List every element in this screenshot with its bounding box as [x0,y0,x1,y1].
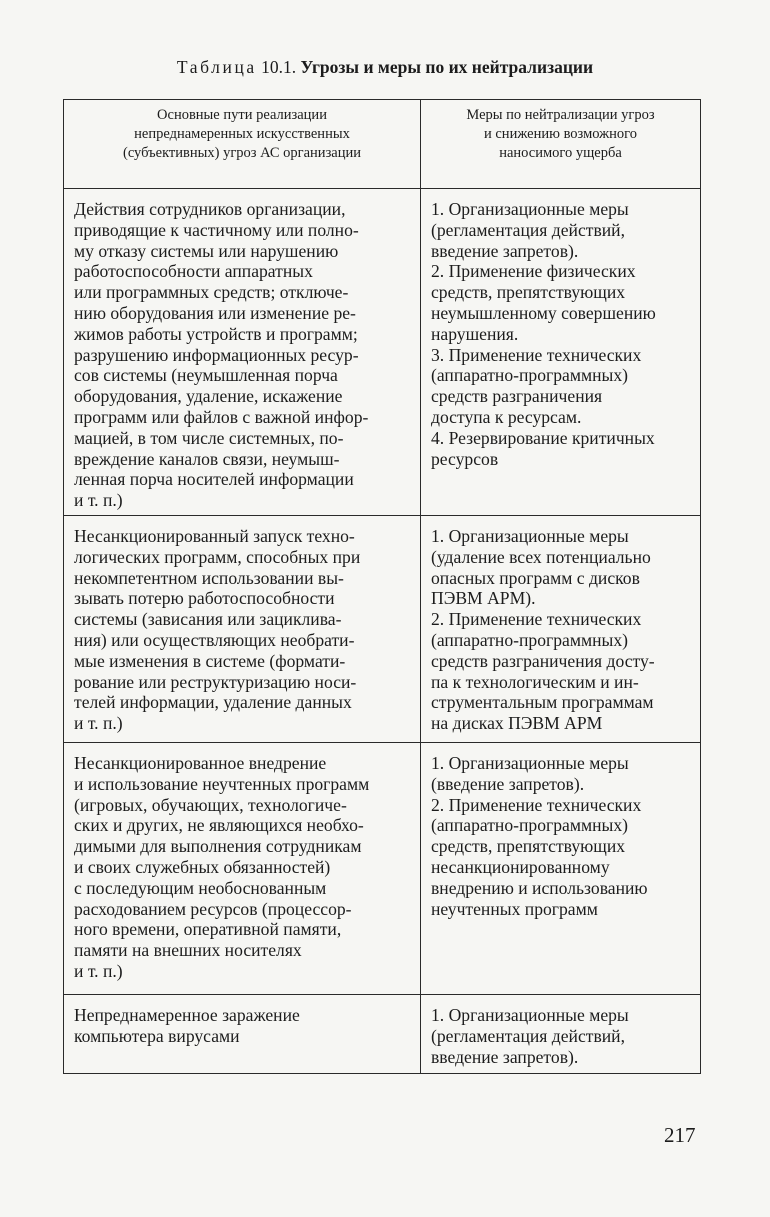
threat-cell [64,994,421,1073]
cell-line: неумышленному совершению [431,302,656,323]
cell-line: (регламентация действий, [431,219,625,240]
cell-line: оборудования, удаление, искажение [74,386,343,407]
cell-line: и т. п.) [74,713,123,734]
cell-line: вреждение каналов связи, неумыш- [74,448,340,469]
cell-line: расходованием ресурсов (процессор- [74,898,352,919]
cell-line: ния) или осуществляющих необрати- [74,629,355,650]
cell-line: 2. Применение технических [431,794,642,815]
cell-line: (аппаратно-программных) [431,629,628,650]
cell-line: неучтенных программ [431,898,598,919]
cell-line: рование или реструктуризацию носи- [74,671,357,692]
cell-line: 1. Организационные меры [431,1004,629,1025]
threat-cell [64,189,421,516]
cell-line: жимов работы устройств и программ; [74,323,358,344]
measures-cell [421,742,701,994]
cell-line: средств разграничения досту- [431,650,655,671]
cell-line: средств, препятствующих [431,836,626,857]
threat-cell [64,515,421,742]
table-row [64,994,701,1073]
header-line: и снижению возможного [483,126,638,142]
cell-line: 1. Организационные меры [431,752,629,773]
header-line: Меры по нейтрализации угроз [466,107,655,123]
cell-line: 2. Применение физических [431,261,636,282]
header-line: (субъективных) угроз АС организации [122,145,362,161]
cell-line: 2. Применение технических [431,609,642,630]
table-row [64,515,701,742]
cell-line: 4. Резервирование критичных [431,427,655,448]
cell-line: мые изменения в системе (формати- [74,650,346,671]
cell-line: (введение запретов). [431,773,585,794]
caption-number: 10.1. [261,57,297,77]
measures-cell [421,515,701,742]
cell-line: введение запретов). [431,240,579,261]
page-number: 217 [664,1123,696,1147]
header-line: Основные пути реализации [157,107,327,123]
caption-title: Угрозы и меры по их нейтрализации [300,57,594,77]
cell-line: опасных программ с дисков [431,567,640,588]
header-threat-paths [64,100,421,189]
cell-line: средств разграничения [431,386,603,407]
cell-line: Несанкционированное внедрение [74,752,327,773]
cell-line: телей информации, удаление данных [74,692,352,713]
cell-line: ленная порча носителей информации [74,469,354,490]
cell-line: логических программ, способных при [74,546,361,567]
cell-line: доступа к ресурсам. [431,406,582,427]
cell-line: разрушению информационных ресур- [74,344,359,365]
cell-line: работоспособности аппаратных [74,261,313,282]
cell-line: и использование неучтенных программ [74,773,370,794]
table-header-row [64,100,701,189]
caption-prefix: Таблица [176,57,257,77]
cell-line: приводящие к частичному или полно- [74,219,359,240]
cell-line: ного времени, оперативной памяти, [74,919,342,940]
cell-line: па к технологическим и ин- [431,671,639,692]
cell-line: нию оборудования или изменение ре- [74,302,356,323]
cell-line: 3. Применение технических [431,344,642,365]
threat-cell [64,742,421,994]
cell-line: системы (зависания или зациклива- [74,609,342,630]
cell-line: 1. Организационные меры [431,525,629,546]
measures-cell [421,994,701,1073]
measures-cell [421,189,701,516]
table-caption [0,56,770,78]
cell-line: Несанкционированный запуск техно- [74,525,355,546]
cell-line: ских и других, не являющихся необхо- [74,815,364,836]
cell-line: Непреднамеренное заражение [74,1004,300,1025]
cell-line: димыми для выполнения сотрудникам [74,836,362,857]
header-countermeasures [421,100,701,189]
cell-line: Действия сотрудников организации, [74,199,346,219]
cell-line: (регламентация действий, [431,1025,625,1046]
cell-line: программ или файлов с важной инфор- [74,406,369,427]
cell-line: компьютера вирусами [74,1025,240,1046]
cell-line: памяти на внешних носителях [74,940,302,961]
cell-line: ресурсов [431,448,499,469]
cell-line: на дисках ПЭВМ АРМ [431,713,603,734]
cell-line: средств, препятствующих [431,282,626,303]
cell-line: му отказу системы или нарушению [74,240,339,261]
cell-line: зывать потерю работоспособности [74,588,335,609]
cell-line: (удаление всех потенциально [431,546,651,567]
cell-line: (аппаратно-программных) [431,815,628,836]
cell-line: 1. Организационные меры [431,199,629,219]
cell-line: нарушения. [431,323,519,344]
threats-table [63,99,701,1074]
cell-line: некомпетентном использовании вы- [74,567,344,588]
cell-line: несанкционированному [431,856,610,877]
cell-line: струментальным программам [431,692,654,713]
cell-line: и т. п.) [74,960,123,981]
cell-line: (игровых, обучающих, технологиче- [74,794,347,815]
cell-line: (аппаратно-программных) [431,365,628,386]
header-line: наносимого ущерба [499,145,622,161]
cell-line: сов системы (неумышленная порча [74,365,338,386]
cell-line: и своих служебных обязанностей) [74,856,331,877]
cell-line: с последующим необоснованным [74,877,327,898]
cell-line: ПЭВМ АРМ). [431,588,536,609]
cell-line: внедрению и использованию [431,877,648,898]
cell-line: мацией, в том числе системных, по- [74,427,344,448]
cell-line: и т. п.) [74,490,123,511]
table-row [64,742,701,994]
header-line: непреднамеренных искусственных [134,126,350,142]
cell-line: введение запретов). [431,1046,579,1067]
cell-line: или программных средств; отключе- [74,282,349,303]
table-row [64,189,701,516]
